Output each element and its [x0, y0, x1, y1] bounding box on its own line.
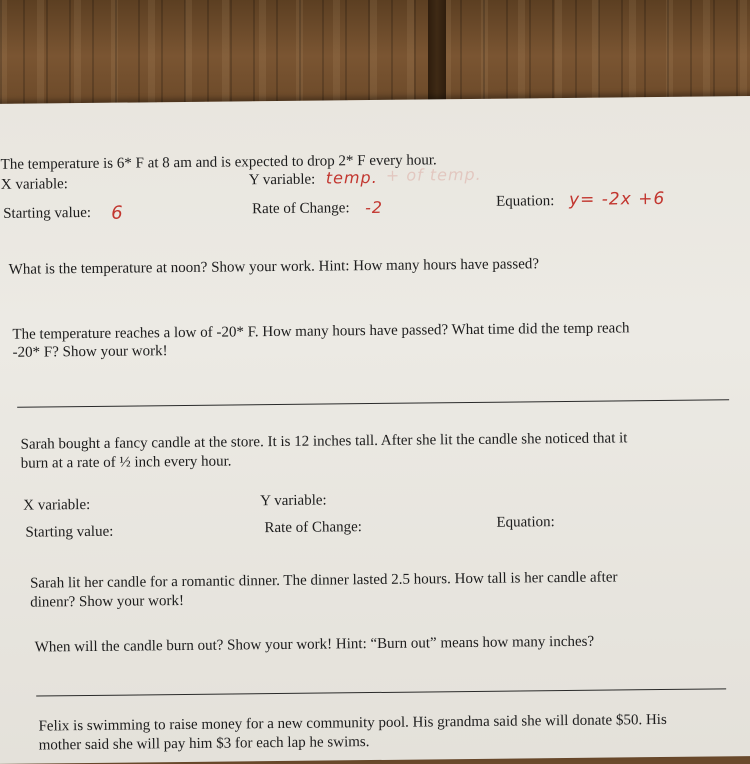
problem1-statement: The temperature is 6* F at 8 am and is expected to drop 2* F every hour. — [0, 152, 437, 173]
problem2-x-variable-label: X variable: — [23, 496, 91, 514]
worksheet-page — [0, 96, 750, 764]
wood-background — [0, 0, 750, 112]
problem2-question-dinner-line2: dinenr? Show your work! — [30, 592, 185, 611]
problem1-x-variable-label: X variable: — [0, 176, 68, 193]
problem1-rate-answer: -2 — [365, 197, 384, 218]
problem1-y-variable-answer: temp. — [325, 167, 378, 188]
problem1-rate-label: Rate of Change: — [252, 200, 350, 218]
section-divider — [17, 399, 729, 407]
problem3-statement-line2: mother said she will pay him $3 for each lap he swims. — [38, 734, 370, 754]
wood-board-gap — [428, 0, 446, 112]
faint-bleed-through-text: + of temp. — [385, 164, 482, 185]
problem1-equation-label: Equation: — [495, 193, 555, 210]
section-divider — [36, 688, 726, 696]
problem2-y-variable-label: Y variable: — [260, 492, 327, 510]
problem2-equation-label: Equation: — [496, 514, 555, 531]
problem1-equation-answer: y= -2x +6 — [568, 188, 666, 210]
problem2-starting-value-label: Starting value: — [25, 523, 114, 541]
problem2-question-dinner-line1: Sarah lit her candle for a romantic dinner. The dinner lasted 2.5 hours. How tall is her candle after — [29, 569, 618, 592]
problem2-question-burnout: When will the candle burn out? Show your work! Hint: “Burn out” means how many inches? — [34, 633, 595, 656]
problem1-question-noon: What is the temperature at noon? Show your work. Hint: How many hours have passed? — [8, 256, 540, 278]
problem2-rate-label: Rate of Change: — [264, 519, 363, 537]
problem1-question-low-line1: The temperature reaches a low of -20* F. How many hours have passed? What time did the temp reach — [12, 320, 630, 343]
problem2-statement-line2: burn at a rate of ½ inch every hour. — [20, 453, 232, 472]
problem1-starting-value-label: Starting value: — [3, 204, 92, 222]
problem1-question-low-line2: -20* F? Show your work! — [12, 343, 168, 361]
problem1-starting-value-answer: 6 — [111, 202, 124, 224]
problem3-statement-line1: Felix is swimming to raise money for a new community pool. His grandma said she will donate $50. His — [38, 711, 667, 735]
problem1-y-variable-label: Y variable: — [248, 171, 316, 189]
problem2-statement-line1: Sarah bought a fancy candle at the store. It is 12 inches tall. After she lit the candle she noticed that it — [20, 430, 628, 453]
